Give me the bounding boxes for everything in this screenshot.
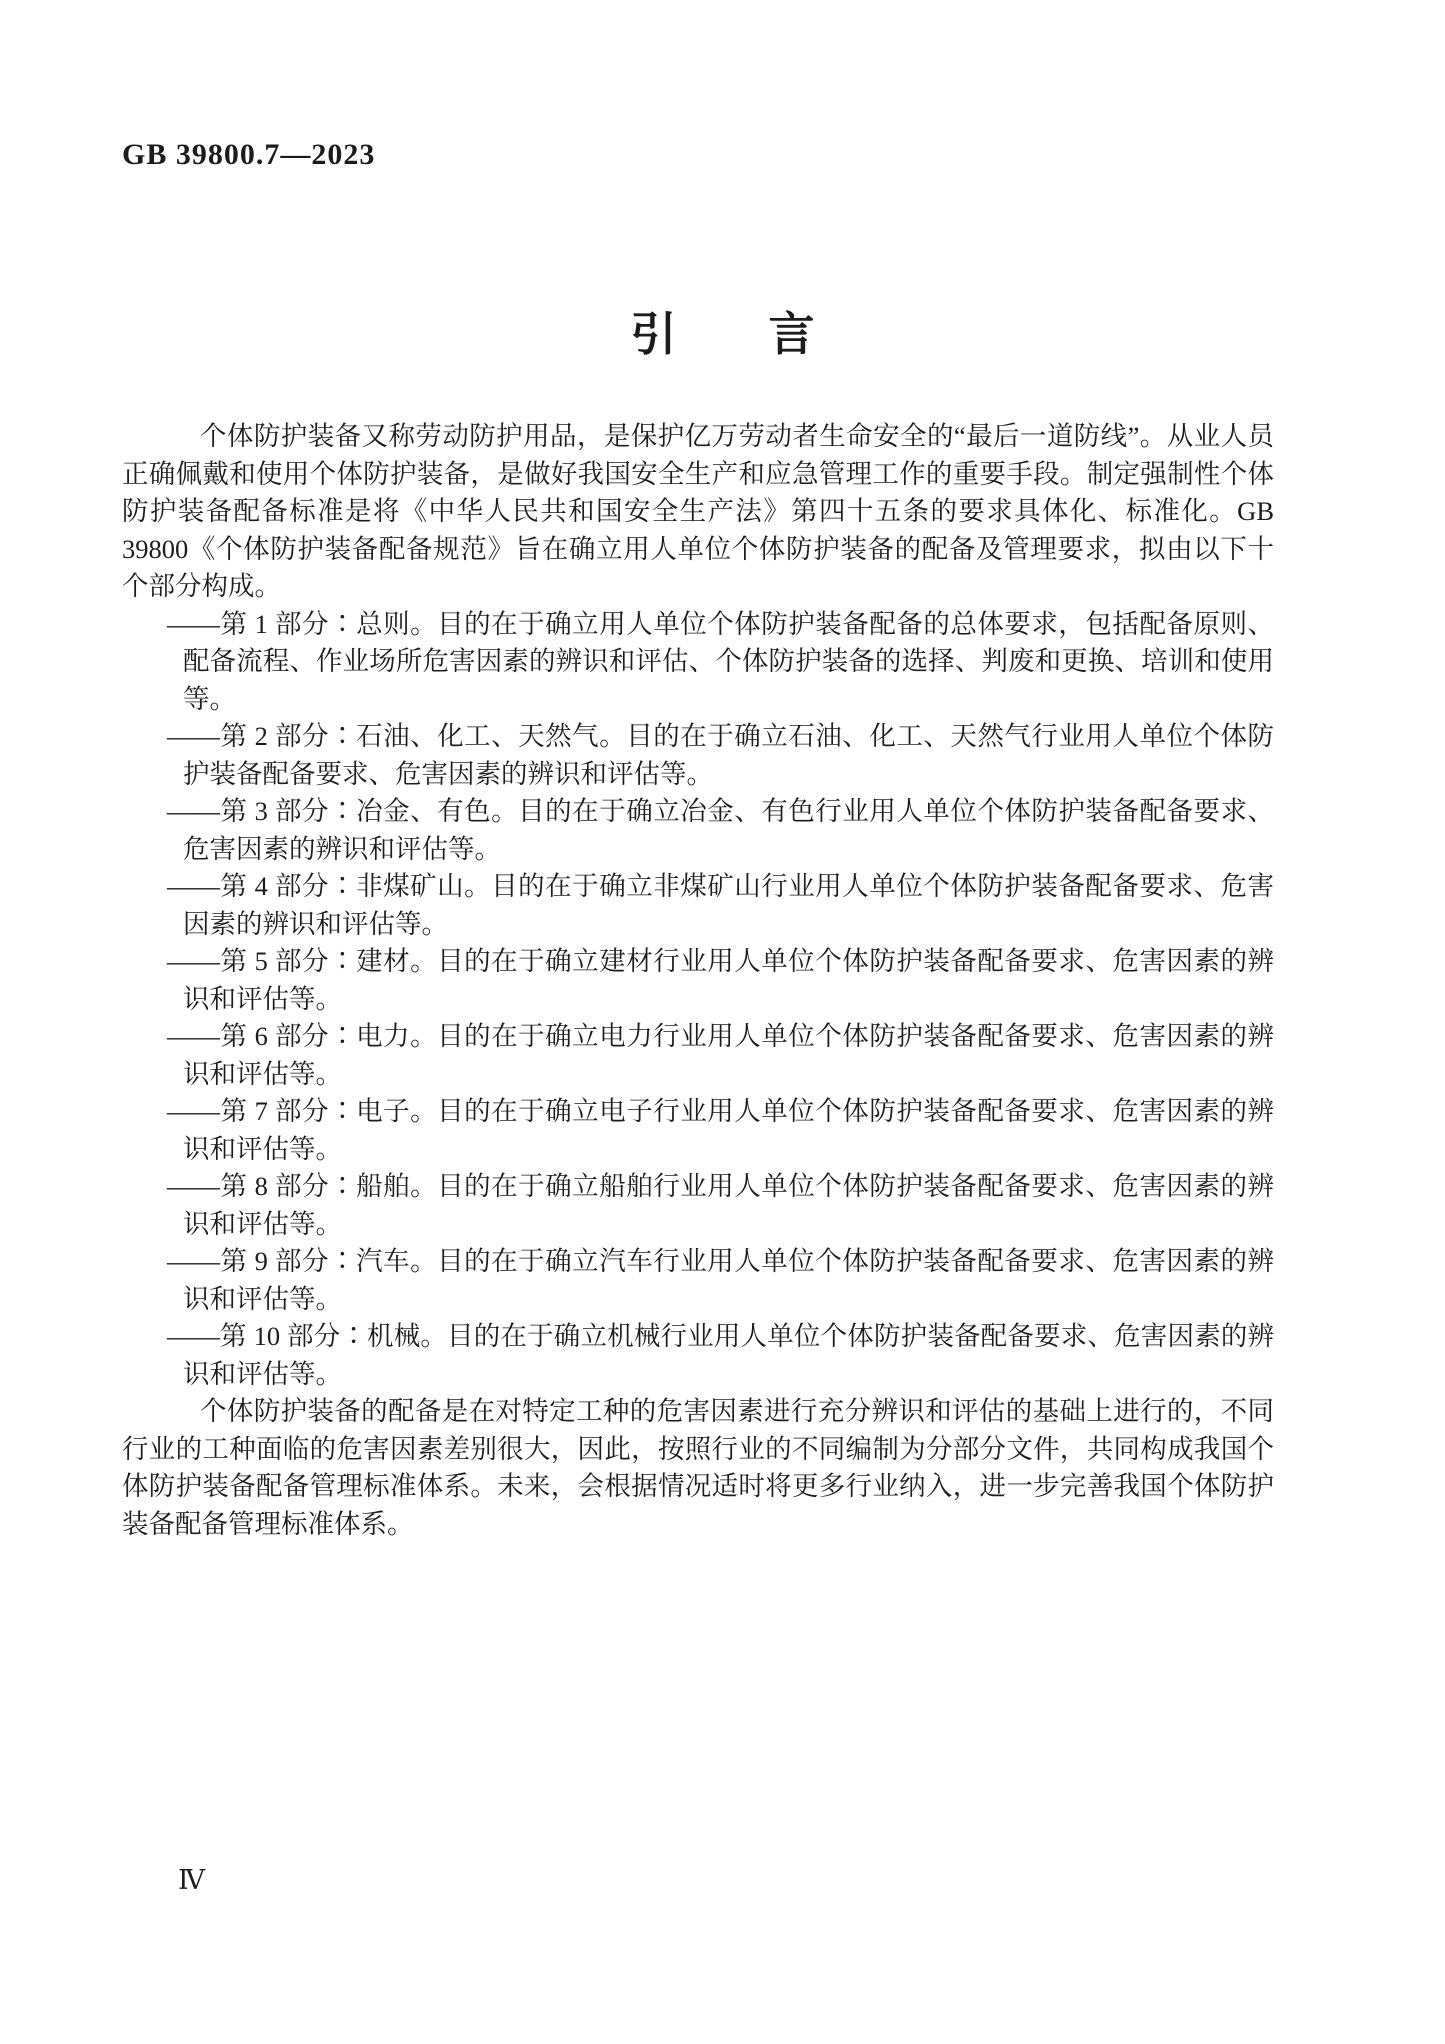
part-item-6: ——第 6 部分∶电力。目的在于确立电力行业用人单位个体防护装备配备要求、危害因素的辨识和评估等。 bbox=[167, 1021, 1274, 1089]
part-item-3: ——第 3 部分∶冶金、有色。目的在于确立冶金、有色行业用人单位个体防护装备配备要求、危害因素的辨识和评估等。 bbox=[167, 796, 1274, 864]
part-item-9: ——第 9 部分∶汽车。目的在于确立汽车行业用人单位个体防护装备配备要求、危害因素的辨识和评估等。 bbox=[167, 1246, 1274, 1314]
document-body bbox=[122, 418, 1274, 1543]
part-item-4: ——第 4 部分∶非煤矿山。目的在于确立非煤矿山行业用人单位个体防护装备配备要求、危害因素的辨识和评估等。 bbox=[167, 871, 1274, 939]
part-item-8: ——第 8 部分∶船舶。目的在于确立船舶行业用人单位个体防护装备配备要求、危害因素的辨识和评估等。 bbox=[167, 1171, 1274, 1239]
parts-list bbox=[122, 606, 1274, 1394]
part-item-7: ——第 7 部分∶电子。目的在于确立电子行业用人单位个体防护装备配备要求、危害因素的辨识和评估等。 bbox=[167, 1096, 1274, 1164]
intro-paragraph-2: 个体防护装备的配备是在对特定工种的危害因素进行充分辨识和评估的基础上进行的，不同行业的工种面临的危害因素差别很大，因此，按照行业的不同编制为分部分文件，共同构成我国个体防护装备配备管理标准体系。未来，会根据情况适时将更多行业纳入，进一步完善我国个体防护装备配备管理标准体系。 bbox=[122, 1396, 1274, 1539]
part-item-1: ——第 1 部分∶总则。目的在于确立用人单位个体防护装备配备的总体要求，包括配备原则、配备流程、作业场所危害因素的辨识和评估、个体防护装备的选择、判废和更换、培训和使用等。 bbox=[167, 608, 1274, 714]
page-title: 引 言 bbox=[630, 308, 815, 360]
standard-number: GB 39800.7—2023 bbox=[122, 138, 376, 171]
page-number: Ⅳ bbox=[178, 1865, 205, 1895]
part-item-5: ——第 5 部分∶建材。目的在于确立建材行业用人单位个体防护装备配备要求、危害因素的辨识和评估等。 bbox=[167, 946, 1274, 1014]
intro-paragraph-1: 个体防护装备又称劳动防护用品，是保护亿万劳动者生命安全的“最后一道防线”。从业人员正确佩戴和使用个体防护装备，是做好我国安全生产和应急管理工作的重要手段。制定强制性个体防护装备配备标准是将《中华人民共和国安全生产法》第四十五条的要求具体化、标准化。GB 39800《个体防护装备配备规范》旨在确立用人单位个体防护装备的配备及管理要求，拟由以下十个部分构成。 bbox=[122, 421, 1274, 601]
part-item-10: ——第 10 部分∶机械。目的在于确立机械行业用人单位个体防护装备配备要求、危害因素的辨识和评估等。 bbox=[167, 1321, 1274, 1389]
part-item-2: ——第 2 部分∶石油、化工、天然气。目的在于确立石油、化工、天然气行业用人单位个体防护装备配备要求、危害因素的辨识和评估等。 bbox=[167, 721, 1274, 789]
